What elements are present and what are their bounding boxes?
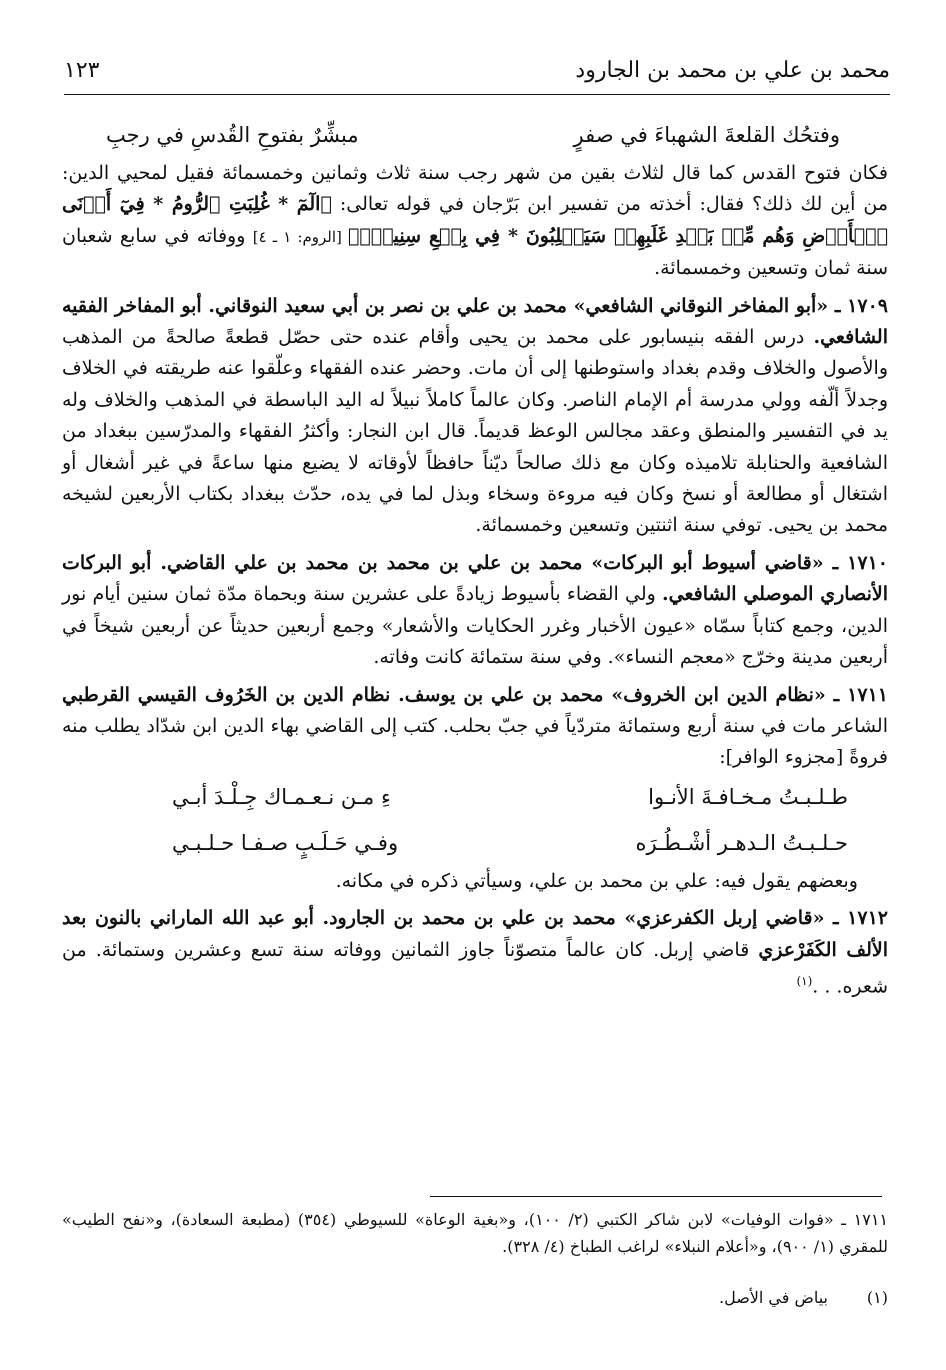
footnote-text: بياض في الأصل. [718,1288,828,1307]
intro-text: فكان فتوح القدس كما قال لثلاث بقين من شهر رجب سنة ثلاث وثمانين وخمسمائة فقيل لمحيي الدين: من أين لك ذلك؟ فقال: أخذته من تفسير ابن بَرّجان في قوله تعالى: [62,162,888,216]
verse-line [62,820,888,866]
intro-paragraph [62,158,888,285]
footnote-1 [62,1284,888,1311]
footnote-rule [430,1196,882,1197]
main-text [62,112,888,1003]
verse-second-hemistich: مبشِّرٌ بفتوحِ القُدسِ في رجبِ [106,123,359,147]
entry-body: قاضي إربل. كان عالماً متصوّناً جاوز الثمانين ووفاته سنة تسع وعشرين وستمائة. من شعره. . . [62,938,888,998]
footnote-marker[interactable]: (١) [796,973,813,988]
verse-first-hemistich: وفتحُك القلعةَ الشهباءَ في صفرٍ [573,123,840,147]
entry-heading: ١٧١٢ ـ «قاضي إربل الكفرعزي» محمد بن علي بن محمد بن الجارود. أبو عبد الله الماراني بالنون بعد الألف الكَفَرْعزي [62,907,888,961]
header-rule [64,94,890,95]
entry-heading: ١٧١١ ـ «نظام الدين ابن الخروف» محمد بن علي بن يوسف. نظام الدين بن الخَرُوف القيسي القرطبي [62,683,888,706]
entry-heading: ١٧٠٩ ـ «أبو المفاخر النوقاني الشافعي» محمد بن علي بن نصر بن أبي سعيد النوقاني. أبو المفاخر الفقيه الشافعي. [62,294,888,349]
verse-second-hemistich: وفـي حَـلَـبٍ صـفـا حـلـبـي [172,830,399,855]
running-title: محمد بن علي بن محمد بن الجارود [575,58,890,83]
after-verse-text: وبعضهم يقول فيه: علي بن محمد بن علي، وسيأتي ذكره في مكانه. [335,869,858,892]
entry-body: ولي القضاء بأسيوط زيادةً على عشرين سنة وبحماة مدّة ثمان سنين أيام نور الدين، وجمع كتاباً سمّاه «عيون الأخبار وغرر الحكايات والأشعار» وجمع أربعين حديثاً عن أربعين شيخاً في أربعين مدينة وخرّج «معجم النساء». وفي سنة ستمائة كانت وفاته. [62,583,888,669]
verse-second-hemistich: ءِ مـن نـعـمـاك جِـلْـدَ أبـي [172,784,391,809]
footnote-number: (١) [866,1288,888,1307]
page-header [64,52,890,92]
quran-reference: [الروم: ١ ـ ٤] [252,227,348,246]
entry-1712 [62,903,888,1003]
page-number: ١٢٣ [64,58,100,83]
verse-line [62,112,888,158]
quran-quote: ﴿الٓمٓ * غُلِبَتِ ٱلرُّومُ * فِيٓ أَدۡنَى ٱلۡأَرۡضِ وَهُم مِّنۢ بَعۡدِ غَلَبِهِمۡ سَيَغۡلِبُونَ * فِي بِضۡعِ سِنِينَۗ﴾ [62,193,888,247]
footnotes [62,1206,888,1311]
intro-text-end: ووفاته في سابع شعبان سنة ثمان وتسعين وخمسمائة. [62,224,888,280]
footnote-sources: ١٧١١ ـ «فوات الوفيات» لابن شاكر الكتبي (٢/ ١٠٠)، و«بغية الوعاة» للسيوطي (٣٥٤) (مطبعة السعادة)، و«نفح الطيب» للمقري (١/ ٩٠٠)، و«أعلام النبلاء» لراغب الطباخ (٤/ ٣٢٨). [62,1210,888,1256]
verse-first-hemistich: طـلـبـتُ مـخـافـةَ الأنـوا [648,784,848,809]
entry-body: درس الفقه بنيسابور على محمد بن يحيى وأقام عنده حتى حصّل قطعةً صالحةً من المذهب والأصول والخلاف وقدم بغداد واستوطنها إلى أن مات. وحضر عنده الفقهاء وعلّقوا عنه طريقته في الخلاف وجدلاً ألّفه وولي مدرسة أم الإمام الناصر. وكان عالماً كاملاً نبيلاً له اليد الباسطة في المذهب والخلاف وله يد في التفسير والمنطق وعقد مجالس الوعظ قديماً. قال ابن النجار: وأكثرُ الفقهاء والمدرّسين ببغداد من الشافعية والحنابلة تلاميذه وكان مع ذلك صالحاً ديّناً حافظاً لأوقاته لا يضيع منها ساعةً في غير أشغال أو اشتغال أو مطالعة أو نسخ وكان فيه مروءة وسخاء وبذل لما في يده، حدّث ببغداد بكتاب الأربعين لشيخه محمد بن يحيى. توفي سنة اثنتين وتسعين وخمسمائة. [62,326,888,537]
entry-1711 [62,680,888,774]
entry-body: الشاعر مات في سنة أربع وستمائة متردّياً في جبّ بحلب. كتب إلى القاضي بهاء الدين ابن شدّاد يطلب منه فروةً [مجزوء الوافر]: [62,714,888,769]
entry-heading: ١٧١٠ ـ «قاضي أسيوط أبو البركات» محمد بن علي بن محمد بن محمد بن علي القاضي. أبو البركات الأنصاري الموصلي الشافعي. [62,551,888,606]
entry-1710 [62,548,888,674]
entry-1709 [62,291,888,542]
verse-line [62,774,888,820]
verse-first-hemistich: حـلـبـتُ الـدهـر أشْـطُـرَه [635,830,848,855]
